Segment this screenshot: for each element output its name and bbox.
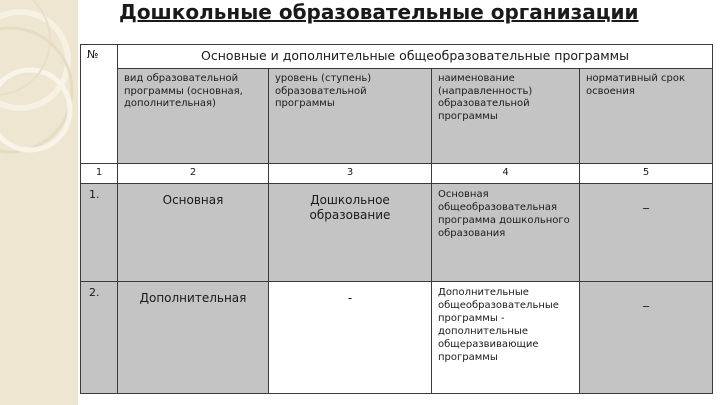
header-programs-group: Основные и дополнительные общеобразовательные программы [118, 45, 713, 69]
row-type: Дополнительная [118, 282, 269, 394]
row-term: _ [580, 184, 713, 282]
table-row [81, 184, 713, 282]
table-row [81, 282, 713, 394]
decorative-rings [0, 0, 78, 405]
col-number-5: 5 [580, 164, 713, 184]
row-type: Основная [118, 184, 269, 282]
col-number-2: 2 [118, 164, 269, 184]
col-number-4: 4 [432, 164, 580, 184]
row-level: Дошкольное образование [269, 184, 432, 282]
row-term: _ [580, 282, 713, 394]
page-title-wrap [119, 0, 639, 24]
page-title: Дошкольные образовательные организации [119, 0, 639, 24]
header-col-name: наименование (направленность) образовательной программы [432, 69, 580, 164]
row-number: 1. [81, 184, 118, 282]
col-number-1: 1 [81, 164, 118, 184]
header-number: № [81, 45, 118, 164]
programs-table [80, 44, 713, 394]
header-col-level: уровень (ступень) образовательной программы [269, 69, 432, 164]
decorative-side-strip [0, 0, 78, 405]
row-program-name: Основная общеобразовательная программа дошкольного образования [432, 184, 580, 282]
row-level: - [269, 282, 432, 394]
col-number-3: 3 [269, 164, 432, 184]
row-program-name: Дополнительные общеобразовательные программы - дополнительные общеразвивающие программы [432, 282, 580, 394]
header-col-term: нормативный срок освоения [580, 69, 713, 164]
row-number: 2. [81, 282, 118, 394]
header-col-type: вид образовательной программы (основная, дополнительная) [118, 69, 269, 164]
